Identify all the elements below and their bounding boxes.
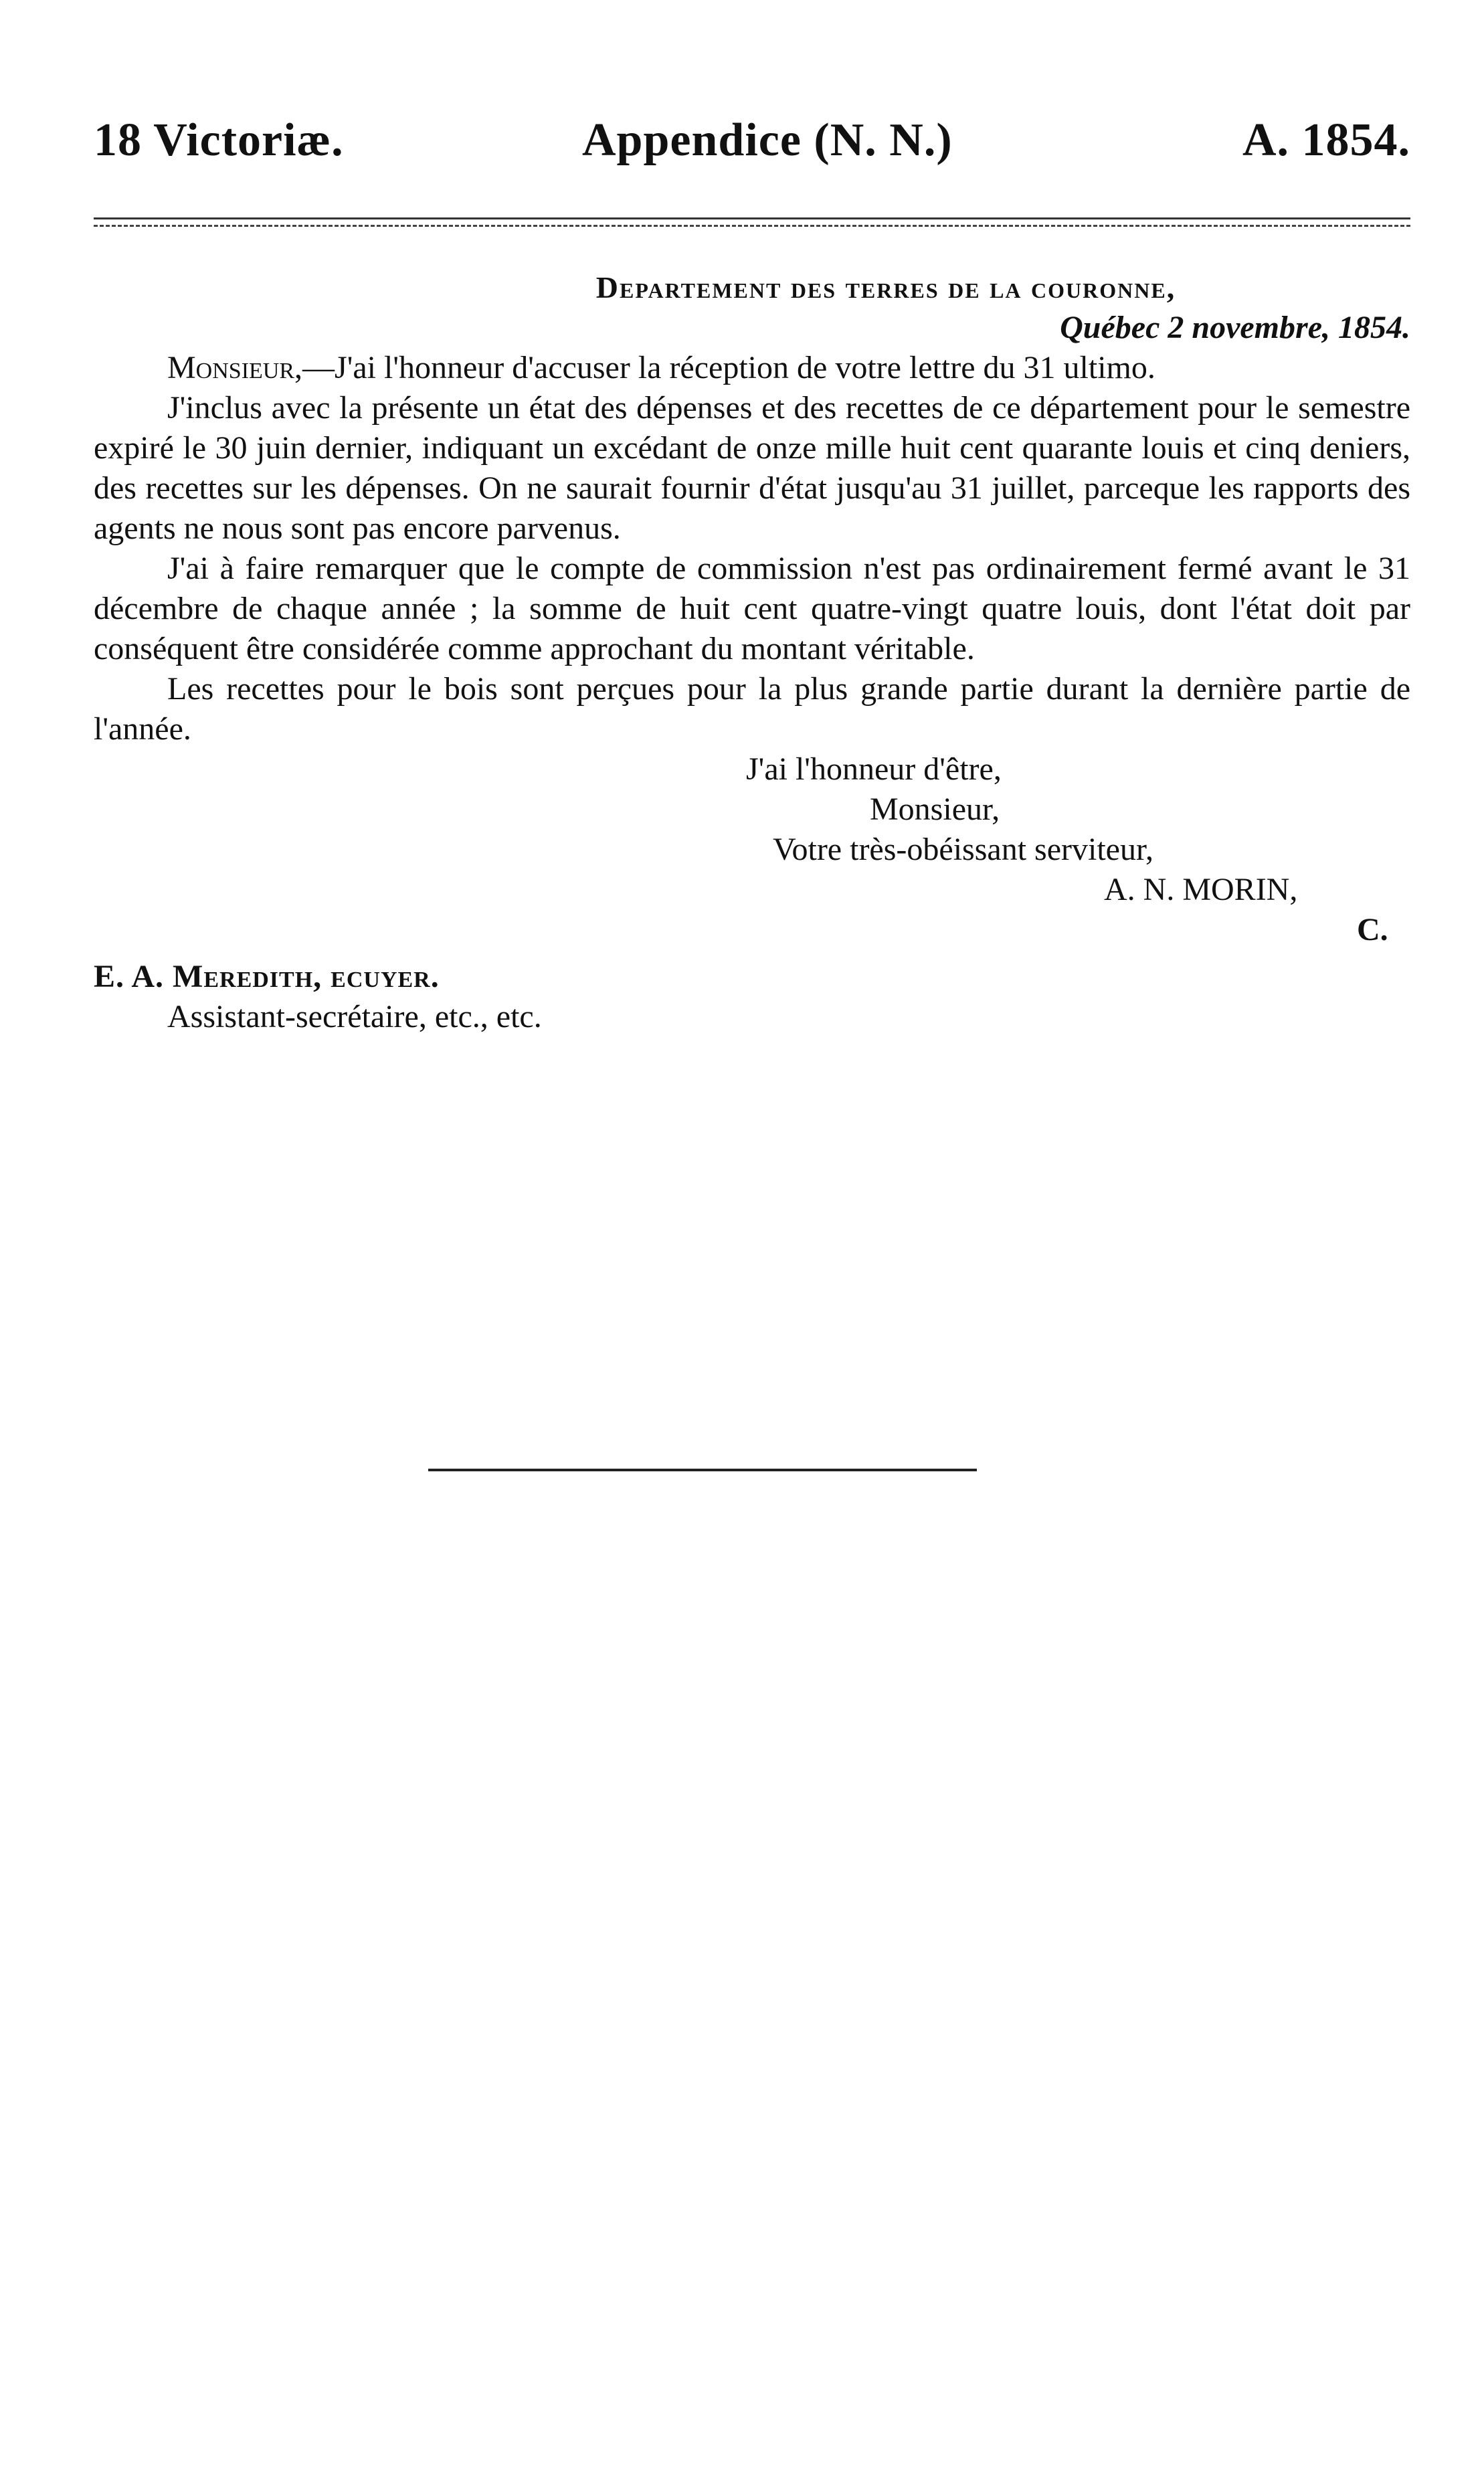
closing-block (94, 749, 1410, 950)
paragraph-1 (94, 348, 1410, 388)
salutation: Monsieur, (167, 350, 303, 385)
closing-line-1: J'ai l'honneur d'être, (746, 751, 1002, 787)
letter-body (94, 268, 1410, 1037)
sender-department: Departement des terres de la couronne, (595, 270, 1176, 304)
end-rule (428, 1469, 977, 1471)
paragraph-3: J'ai à faire remarquer que le compte de commission n'est pas ordinairement fermé avant le 31 décembre de chaque année ; la somme de huit cent quatre-vingt quatre louis, dont l'état doit par conséquent être considérée comme approchant du montant véritable. (94, 551, 1410, 666)
paragraph-1-text: —J'ai l'honneur d'accuser la réception de votre lettre du 31 ultimo. (302, 350, 1155, 385)
addressee-block (94, 957, 1410, 1037)
place-date: Québec 2 novembre, 1854. (1060, 310, 1410, 345)
addressee-title: Assistant-secrétaire, etc., etc. (167, 999, 542, 1034)
addressee-name: E. A. Meredith, ecuyer. (94, 959, 440, 994)
header-rule (94, 217, 1410, 219)
signature-initial: C. (1357, 912, 1388, 947)
running-head-right: A. 1854. (1242, 114, 1410, 166)
running-head-center: Appendice (N. N.) (582, 114, 953, 166)
signature: A. N. MORIN, (1104, 872, 1298, 907)
running-head-left: 18 Victoriæ. (94, 114, 344, 166)
paragraph-2: J'inclus avec la présente un état des dépenses et des recettes de ce département pour le semestre expiré le 30 juin dernier, indiquant un excédant de onze mille huit cent quarante louis et cinq deniers, des recettes sur les dépenses. On ne saurait fournir d'état jusqu'au 31 juillet, parceque les rapports des agents ne nous sont pas encore parvenus. (94, 390, 1410, 546)
running-head (94, 114, 1410, 174)
closing-line-3: Votre très-obéissant serviteur, (773, 832, 1154, 867)
paragraph-4: Les recettes pour le bois sont perçues pour la plus grande partie durant la dernière partie de l'année. (94, 671, 1410, 747)
closing-line-2: Monsieur, (870, 792, 1000, 827)
